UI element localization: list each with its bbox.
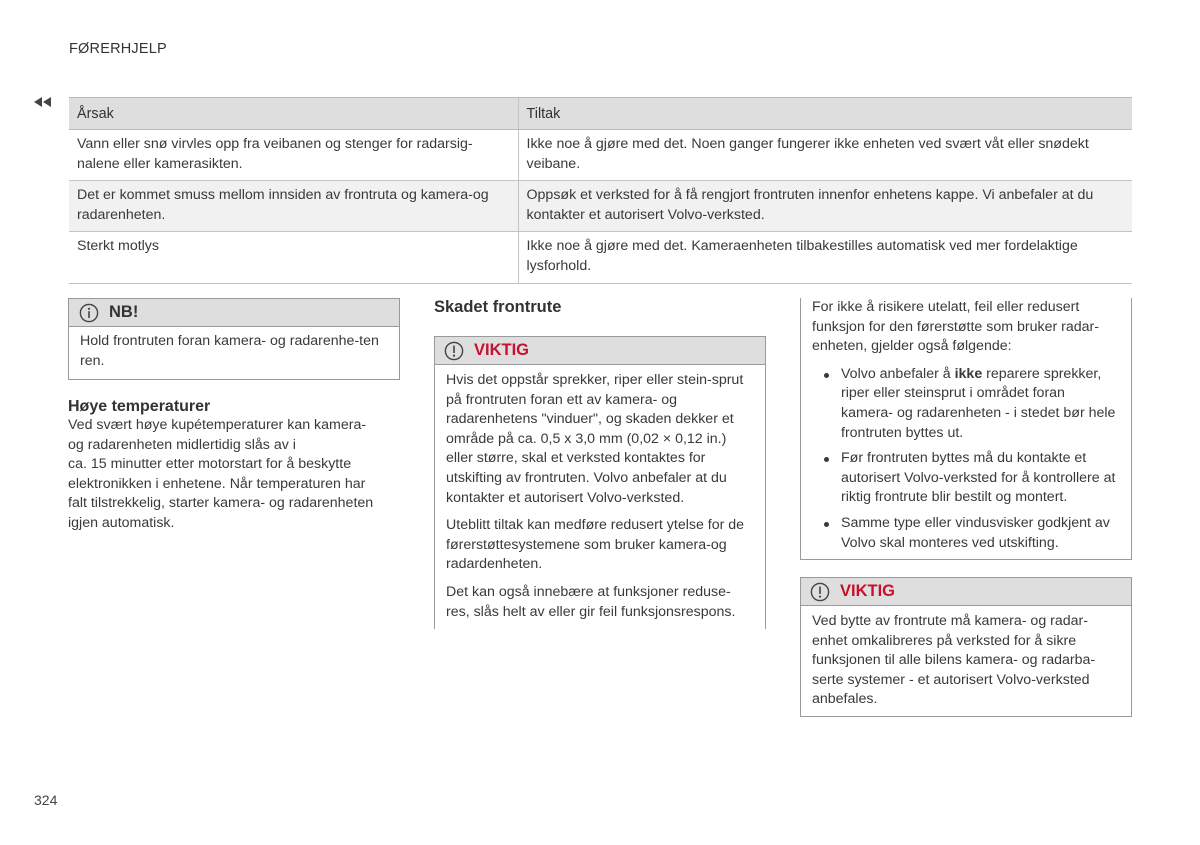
warning-icon [444, 341, 464, 361]
important-paragraph: Det kan også innebære at funksjoner reduse-res, slås helt av eller gir feil funksjonsrespons. [446, 583, 736, 620]
cause-cell: Det er kommet smuss mellom innsiden av frontruta og kamera-og radarenheten. [69, 181, 518, 232]
bullet-icon [824, 373, 829, 378]
back-arrow-icon[interactable] [34, 97, 52, 107]
bullet-icon [824, 522, 829, 527]
important-body [435, 365, 765, 622]
important-paragraph: Uteblitt tiltak kan medføre redusert ytelse for de førerstøttesystemene som bruker kamera-og radardenheten. [446, 517, 745, 573]
important-title: VIKTIG [840, 582, 896, 600]
action-cell: Ikke noe å gjøre med det. Noen ganger fungerer ikke enheten ved svært våt eller snødekt veibane. [518, 130, 1132, 181]
requirements-intro: For ikke å risikere utelatt, feil eller redusert funksjon for den førerstøtte som bruker radar-enheten, gjelder også følgende: [812, 299, 1100, 355]
requirements-list [812, 365, 1120, 553]
warning-icon [810, 582, 830, 602]
column-header-action: Tiltak [518, 98, 1132, 130]
action-cell: Oppsøk et verksted for å få rengjort frontruten innenfor enhetens kappe. Vi anbefaler at du kontakter et autorisert Volvo-verksted. [518, 181, 1132, 232]
cause-action-table [69, 97, 1132, 284]
list-item-emphasis: ikke [954, 365, 983, 382]
table-row [69, 181, 1132, 232]
recalibration-important-box [800, 577, 1132, 717]
note-title: NB! [109, 303, 139, 321]
list-item [812, 365, 1120, 443]
important-paragraph: Hvis det oppstår sprekker, riper eller stein-sprut på frontruten foran ett av kamera- og radarenhetens "vinduer", og skaden dekker et område på ca. 0,5 x 3,0 mm (0,02 × 0,12 in.) eller større, skal et verksted kontaktes for utskifting av frontruten. Volvo anbefaler at du kontakter et autorisert Volvo-verksted. [446, 372, 744, 506]
important-box [434, 336, 766, 629]
important-title: VIKTIG [474, 341, 530, 359]
list-item-text: reparere sprekker, riper eller steinsprut i området foran kamera- og radarenheten - i stedet bør hele frontruten byttes ut. [841, 365, 1116, 441]
recalibration-text: Ved bytte av frontrute må kamera- og radar-enhet omkalibreres på verksted for å sikre funksjonen til alle bilens kamera- og radarba-serte systemer - et autorisert Volvo-verksted anbefales. [812, 613, 1096, 708]
high-temperature-paragraph: Ved svært høye kupétemperaturer kan kamera- og radarenheten midlertidig slås av i ca. 15 minutter etter motorstart for å beskytte elektronikken i enhetene. Når temperaturen har falt tilstrekkelig, starter kamera- og radarenheten igjen automatisk. [68, 417, 374, 531]
cause-cell: Sterkt motlys [69, 232, 518, 283]
section-title: FØRERHJELP [69, 41, 167, 57]
info-icon [79, 303, 99, 323]
list-item-text: Volvo anbefaler å [841, 365, 955, 382]
important-header [801, 577, 1131, 606]
table-row [69, 232, 1132, 283]
note-header [69, 299, 399, 327]
page-number: 324 [34, 792, 58, 808]
list-item [812, 514, 1120, 553]
bullet-icon [824, 457, 829, 462]
list-item-text: Samme type eller vindusvisker godkjent av Volvo skal monteres ved utskifting. [841, 514, 1110, 551]
important-header [435, 336, 765, 365]
table-header-row [69, 98, 1132, 130]
high-temperature-heading: Høye temperaturer [68, 398, 211, 415]
cause-cell: Vann eller snø virvles opp fra veibanen og stenger for radarsig-nalene eller kamerasikten. [69, 130, 518, 181]
list-item-text: Før frontruten byttes må du kontakte et autorisert Volvo-verksted for å kontrollere at riktig frontrute blir bestilt og montert. [841, 450, 1116, 506]
high-temperature-text [68, 416, 400, 534]
damaged-windshield-heading: Skadet frontrute [434, 298, 562, 316]
table-row [69, 130, 1132, 181]
note-text: Hold frontruten foran kamera- og radarenhe-ten ren. [80, 333, 379, 369]
column-header-cause: Årsak [69, 98, 518, 130]
list-item [812, 449, 1120, 508]
note-box [68, 298, 400, 380]
action-cell: Ikke noe å gjøre med det. Kameraenheten tilbakestilles automatisk ved mer fordelaktige lysforhold. [518, 232, 1132, 283]
requirements-box [800, 298, 1132, 560]
